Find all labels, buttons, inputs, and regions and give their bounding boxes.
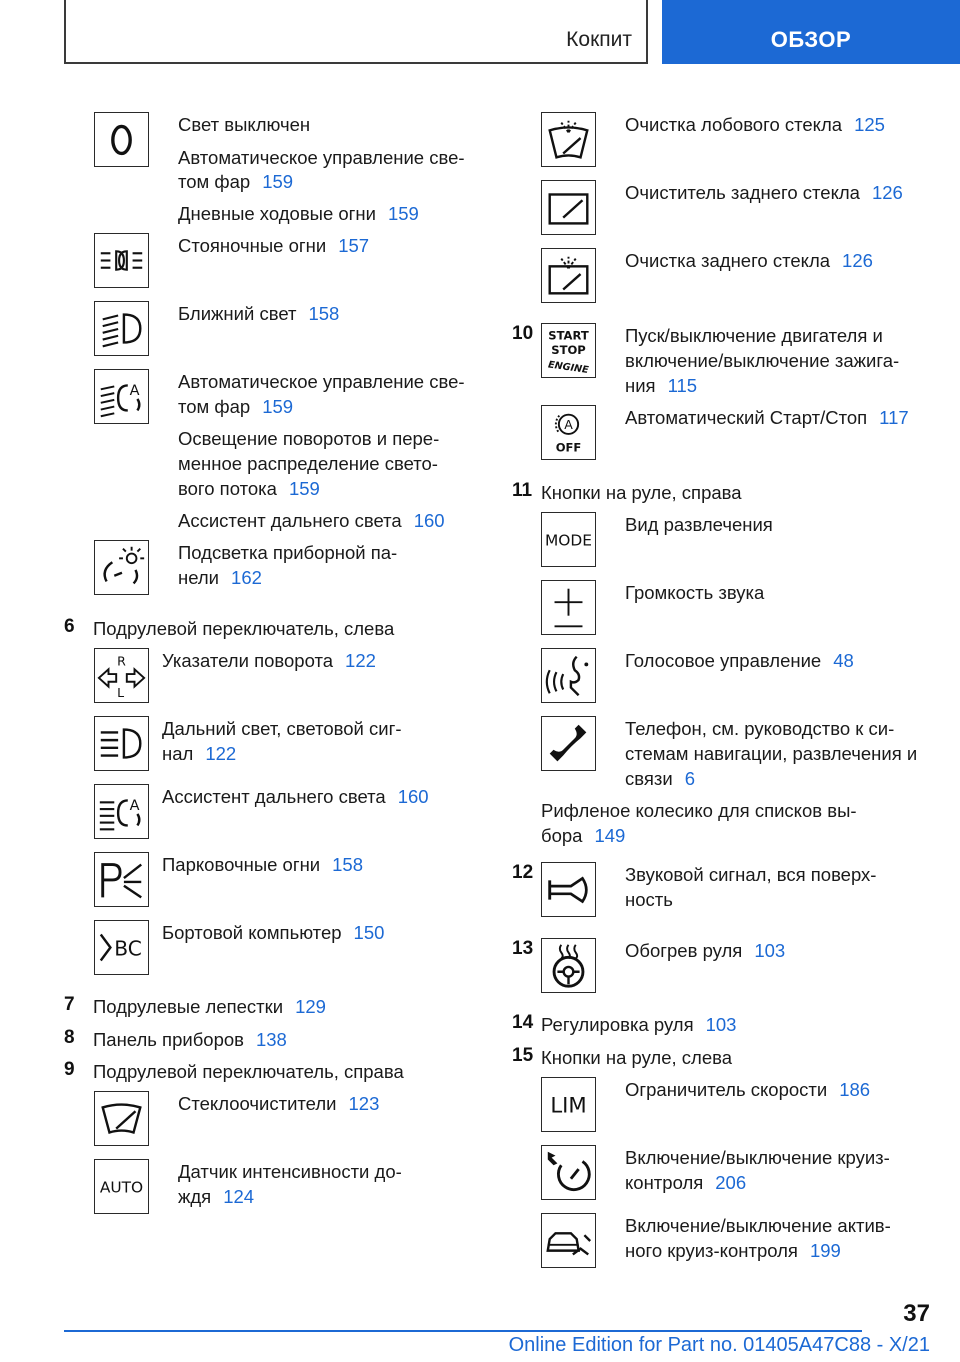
- phone-text-3: связи 6: [625, 768, 696, 789]
- icon-stop-text: STOP: [551, 342, 586, 357]
- speed-limiter-ref[interactable]: 186: [839, 1079, 871, 1100]
- windshield-wash-ref[interactable]: 125: [854, 114, 885, 135]
- item-11-text: Кнопки на руле, справа: [541, 482, 742, 503]
- phone-text-2: стемам навигации, развлечения и: [625, 743, 918, 764]
- instrument-lighting-ref[interactable]: 162: [231, 567, 262, 588]
- high-beam-icon: [94, 716, 149, 771]
- heated-wheel-icon: [541, 938, 596, 993]
- turn-signal-icon: [94, 648, 149, 703]
- parking-light-p-ref[interactable]: 158: [332, 854, 364, 875]
- header-section-box: [64, 0, 648, 64]
- item-14-number: 14: [512, 1012, 534, 1033]
- item-15-text: Кнопки на руле, слева: [541, 1047, 733, 1068]
- icon-mode-text: MODE: [544, 531, 593, 550]
- instrument-lighting-icon: [94, 540, 149, 595]
- cornering-light-ref[interactable]: 159: [288, 478, 320, 499]
- rear-wiper-icon: [541, 180, 596, 235]
- low-beam-text: Ближний свет 158: [178, 303, 340, 324]
- start-stop-text: Пуск/выключение двигателя и: [625, 325, 883, 346]
- rain-sensor-icon: [94, 1159, 149, 1214]
- auto-start-stop-ref[interactable]: 117: [879, 407, 909, 428]
- high-beam-assist-text: Ассистент дальнего света 160: [178, 510, 445, 531]
- rain-sensor-text-2: ждя 124: [178, 1186, 255, 1207]
- icon-letter-l: L: [117, 685, 125, 701]
- item-12-number: 12: [512, 862, 534, 883]
- high-beam-assist-ref[interactable]: 160: [413, 510, 445, 531]
- high-beam-text-2: нал 122: [162, 743, 237, 764]
- scroll-wheel-text-2: бора 149: [541, 825, 626, 846]
- active-cruise-text: Включение/выключение актив-: [625, 1215, 891, 1236]
- cornering-light-text-3: вого потока 159: [178, 478, 320, 499]
- phone-icon: [541, 716, 596, 771]
- item-8-text: Панель приборов 138: [93, 1029, 287, 1050]
- item-8-number: 8: [64, 1027, 75, 1048]
- scroll-wheel-ref[interactable]: 149: [594, 825, 626, 846]
- mode-icon: [541, 512, 596, 567]
- header-section-title: Кокпит: [566, 28, 632, 51]
- windshield-wash-icon: [541, 112, 596, 167]
- item-7-ref[interactable]: 129: [295, 996, 326, 1017]
- start-stop-text-3: ния 115: [625, 375, 698, 396]
- start-stop-ref[interactable]: 115: [667, 375, 698, 396]
- parking-light-p-text: Парковочные огни 158: [162, 854, 364, 875]
- item-11-number: 11: [512, 480, 533, 501]
- icon-engine-text: ENGINE: [547, 359, 590, 377]
- item-9-number: 9: [64, 1059, 75, 1080]
- high-beam-assist-ref-2[interactable]: 160: [397, 786, 429, 807]
- turn-signal-text: Указатели поворота 122: [162, 650, 376, 671]
- cruise-control-ref[interactable]: 206: [715, 1172, 747, 1193]
- item-14-ref[interactable]: 103: [705, 1014, 737, 1035]
- rain-sensor-text: Датчик интенсивности до-: [178, 1161, 402, 1182]
- item-10-number: 10: [512, 323, 534, 344]
- auto-headlight-text: Автоматическое управление све-: [178, 147, 465, 168]
- item-6-number: 6: [64, 616, 75, 637]
- header-chapter-title: ОБЗОР: [770, 27, 852, 52]
- active-cruise-ref[interactable]: 199: [809, 1240, 841, 1261]
- parking-light-p-icon: [94, 852, 149, 907]
- item-7-text: Подрулевые лепестки 129: [93, 996, 326, 1017]
- instrument-lighting-text-2: нели 162: [178, 567, 262, 588]
- item-7-number: 7: [64, 994, 75, 1015]
- active-cruise-icon: [541, 1213, 596, 1268]
- wiper-ref[interactable]: 123: [348, 1093, 380, 1114]
- icon-lim-text: LIM: [550, 1092, 587, 1118]
- windshield-wash-text: Очистка лобового стекла 125: [625, 114, 885, 135]
- cruise-control-text-2: контроля 206: [625, 1172, 747, 1193]
- volume-icon: [541, 580, 596, 635]
- item-6-text: Подрулевой переключатель, слева: [93, 618, 395, 639]
- auto-headlight-ref[interactable]: 159: [262, 171, 294, 192]
- drl-ref[interactable]: 159: [387, 203, 419, 224]
- auto-headlight-text-b: Автоматическое управление све-: [178, 371, 465, 392]
- rear-wiper-text: Очиститель заднего стекла 126: [625, 182, 903, 203]
- horn-text: Звуковой сигнал, вся поверх-: [625, 864, 877, 885]
- high-beam-text: Дальний свет, световой сиг-: [162, 718, 402, 739]
- parking-lights-text: Стояночные огни 157: [178, 235, 370, 256]
- item-9-text: Подрулевой переключатель, справа: [93, 1061, 404, 1082]
- active-cruise-text-2: ного круиз-контроля 199: [625, 1240, 841, 1261]
- speed-limiter-icon: [541, 1077, 596, 1132]
- high-beam-ref[interactable]: 122: [205, 743, 237, 764]
- phone-ref[interactable]: 6: [684, 768, 696, 789]
- voice-control-ref[interactable]: 48: [833, 650, 854, 671]
- start-stop-text-2: включение/выключение зажига-: [625, 350, 900, 371]
- cornering-light-text: Освещение поворотов и пере-: [178, 428, 440, 449]
- high-beam-assist-icon: [94, 784, 149, 839]
- voice-control-icon: [541, 648, 596, 703]
- drl-text: Дневные ходовые огни 159: [178, 203, 419, 224]
- icon-start-text: START: [548, 328, 589, 343]
- high-beam-assist-text-2: Ассистент дальнего света 160: [162, 786, 429, 807]
- low-beam-ref[interactable]: 158: [308, 303, 340, 324]
- auto-start-stop-icon: [541, 405, 596, 460]
- horn-text-2: ность: [625, 889, 673, 910]
- light-off-text: Свет выключен: [178, 114, 311, 135]
- speed-limiter-text: Ограничитель скорости 186: [625, 1079, 871, 1100]
- cruise-control-icon: [541, 1145, 596, 1200]
- page-number: 37: [903, 1300, 930, 1327]
- parking-lights-ref[interactable]: 157: [338, 235, 370, 256]
- phone-text: Телефон, см. руководство к си-: [625, 718, 895, 739]
- icon-auto-text: AUTO: [99, 1178, 144, 1197]
- scroll-wheel-text: Рифленое колесико для списков вы-: [541, 800, 857, 821]
- auto-headlight-text-2: том фар 159: [178, 171, 294, 192]
- entertainment-text: Вид развлечения: [625, 514, 773, 535]
- icon-a-circle-text: A: [564, 417, 573, 433]
- cruise-control-text: Включение/выключение круиз-: [625, 1147, 890, 1168]
- footer-edition: Online Edition for Part no. 01405A47C88 - X/21: [508, 1334, 930, 1356]
- onboard-computer-icon: [94, 920, 149, 975]
- auto-headlight-icon: [94, 369, 149, 424]
- rain-sensor-ref[interactable]: 124: [223, 1186, 255, 1207]
- rear-wiper-ref[interactable]: 126: [871, 182, 903, 203]
- low-beam-icon: [94, 301, 149, 356]
- item-13-number: 13: [512, 938, 534, 959]
- icon-off-text: OFF: [555, 440, 582, 455]
- auto-headlight-text-b2: том фар 159: [178, 396, 294, 417]
- onboard-computer-text: Бортовой компьютер 150: [162, 922, 385, 943]
- auto-headlight-ref-b[interactable]: 159: [262, 396, 294, 417]
- icon-letter-a: A: [129, 383, 140, 400]
- onboard-computer-ref[interactable]: 150: [353, 922, 385, 943]
- light-off-icon: [94, 112, 149, 167]
- volume-text: Громкость звука: [625, 582, 765, 603]
- wiper-text: Стеклоочистители 123: [178, 1093, 380, 1114]
- horn-icon: [541, 862, 596, 917]
- turn-signal-ref[interactable]: 122: [345, 650, 376, 671]
- icon-bc-text: BC: [114, 936, 142, 961]
- item-8-ref[interactable]: 138: [255, 1029, 287, 1050]
- rear-wash-text: Очистка заднего стекла 126: [625, 250, 873, 271]
- auto-start-stop-text: Автоматический Старт/Стоп 117: [625, 407, 909, 428]
- voice-control-text: Голосовое управление 48: [625, 650, 854, 671]
- start-stop-icon: [541, 323, 596, 378]
- item-15-number: 15: [512, 1045, 534, 1066]
- icon-letter-r: R: [117, 653, 126, 669]
- rear-wash-ref[interactable]: 126: [842, 250, 873, 271]
- footer-divider: [64, 1330, 862, 1332]
- item-14-text: Регулировка руля 103: [541, 1014, 737, 1035]
- cornering-light-text-2: менное распределение свето-: [178, 453, 438, 474]
- header-chapter-tab[interactable]: [662, 0, 960, 64]
- instrument-lighting-text: Подсветка приборной па-: [178, 542, 398, 563]
- parking-lights-icon: [94, 233, 149, 288]
- heated-wheel-ref[interactable]: 103: [754, 940, 786, 961]
- rear-wash-icon: [541, 248, 596, 303]
- heated-wheel-text: Обогрев руля 103: [625, 940, 786, 961]
- icon-letter-a-2: A: [129, 798, 140, 815]
- wiper-icon: [94, 1091, 149, 1146]
